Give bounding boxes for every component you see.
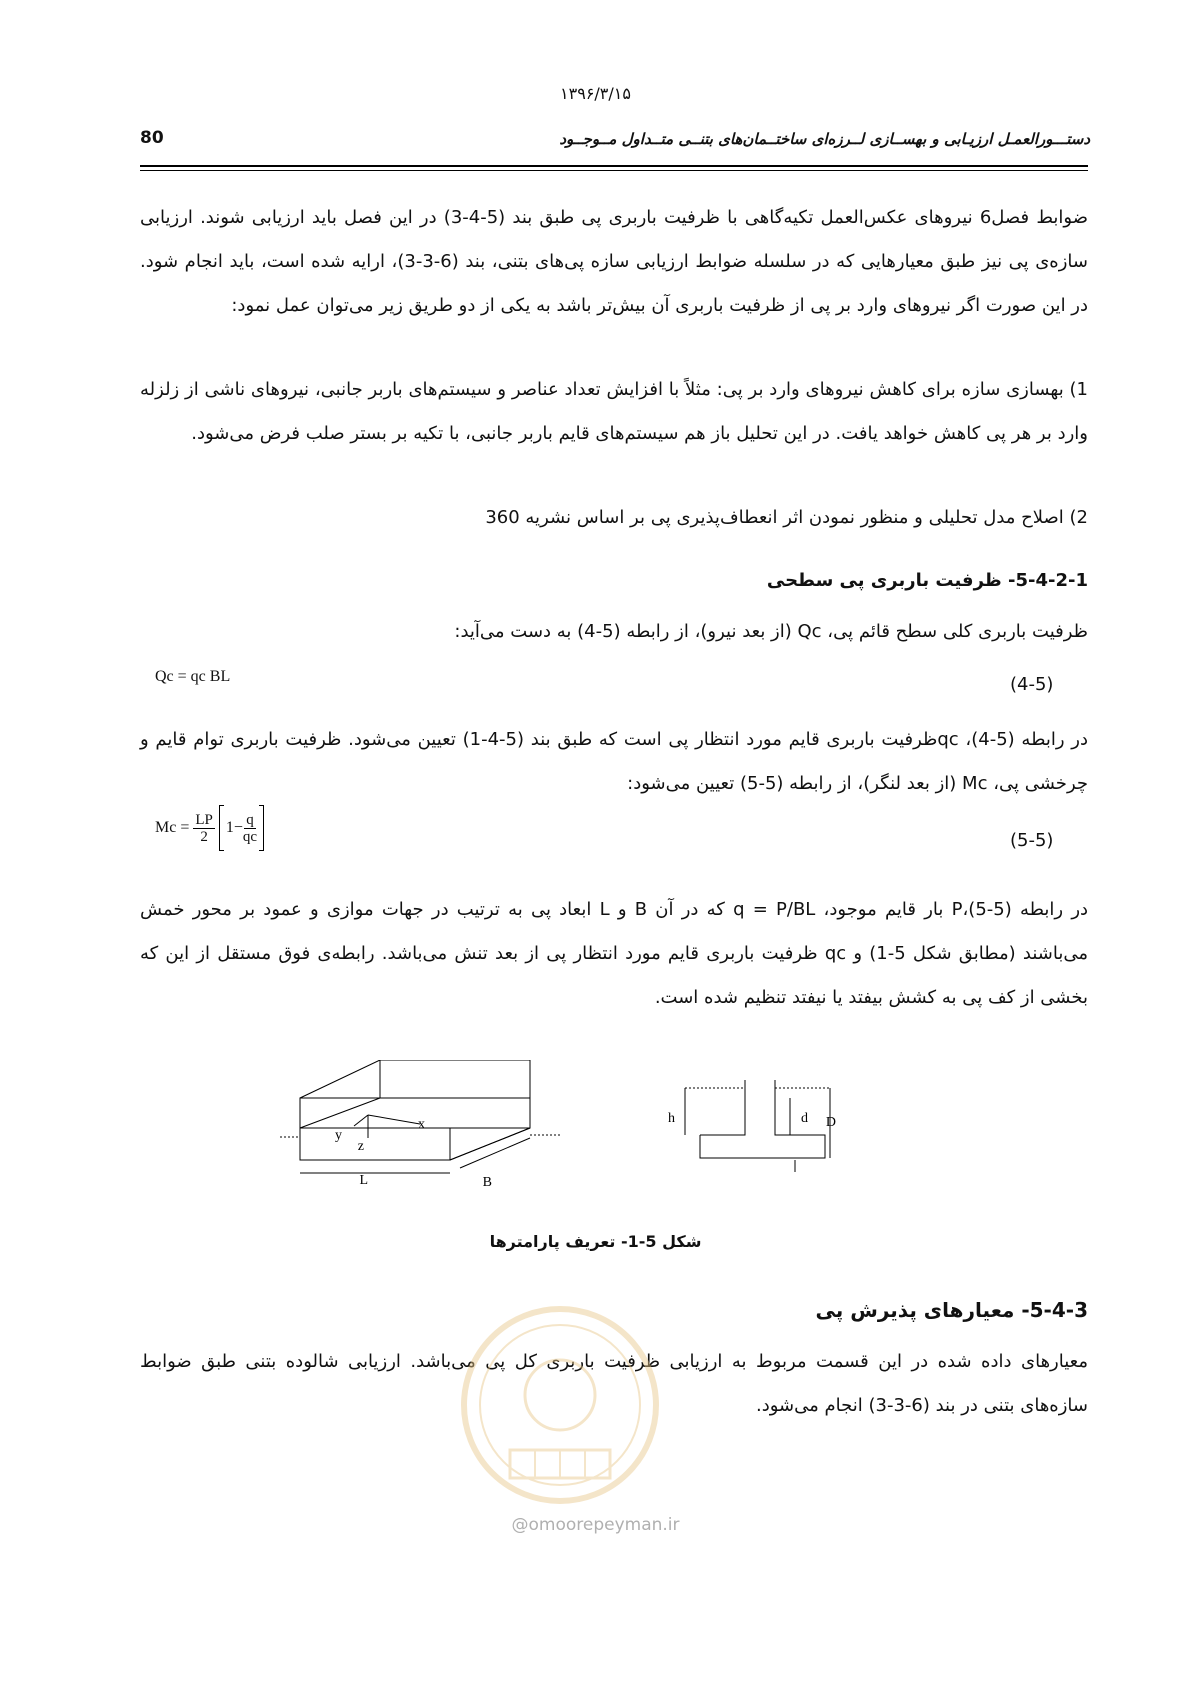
- paragraph-7: معیارهای داده شده در این قسمت مربوط به ارزیابی ظرفیت باربری کل پی می‌باشد. ارزیابی شالوده بتنی طبق ضوابط سازه‌های بتنی در بند (6-3-3) انجام می‌شود.: [140, 1351, 1088, 1416]
- fraction-inner-denominator: qc: [242, 828, 258, 845]
- formula-qc: Qc = qc BL: [155, 668, 231, 685]
- label-d: d: [801, 1111, 808, 1126]
- fraction-denominator: 2: [200, 828, 208, 845]
- page-header: [140, 128, 1090, 158]
- paragraph-1: ضوابط فصل6 نیروهای عکس‌العمل تکیه‌گاهی با ظرفیت باربری پی طبق بند (5-4-3) در این فصل باید ارزیابی شوند. ارزیابی سازه‌ی پی نیز طبق معیارهایی که در سلسله ضوابط ارزیابی سازه پی‌های بتنی، بند (6-3-3)، ارایه شده است، باید انجام شود. در این صورت اگر نیروهای وارد بر پی از ظرفیت باربری آن بیش‌تر باشد به یکی از دو طریق زیر می‌توان عمل نمود:: [140, 207, 1088, 316]
- equation-number-4-5: (4-5): [1010, 674, 1054, 695]
- label-B: B: [482, 1175, 492, 1190]
- formula-mc: [155, 806, 264, 850]
- figure-parameters: [280, 1060, 900, 1200]
- header-date: ۱۳۹۶/۳/۱۵: [560, 84, 631, 103]
- formula-mc-lhs: Mc =: [155, 819, 190, 836]
- footing-section-drawing: [685, 1080, 830, 1172]
- label-z: z: [357, 1139, 364, 1154]
- section-heading-acceptance-criteria: 5-4-3- معیارهای پذیرش پی: [815, 1298, 1088, 1322]
- label-L: L: [359, 1173, 368, 1188]
- paragraph-5: در رابطه (5-4)، qcظرفیت باربری قایم مورد انتظار پی است که طبق بند (5-4-1) تعیین می‌شود. ظرفیت باربری توام قایم و چرخشی پی، Mc (از بعد لنگر)، از رابطه (5-5) تعیین می‌شود:: [140, 729, 1088, 794]
- label-h: h: [668, 1111, 675, 1126]
- seal-logo: [455, 1300, 665, 1510]
- paragraph-6: در رابطه (5-5)،P بار قایم موجود، q = P/BL که در آن B و L ابعاد پی به ترتیب در جهات موازی و عمود بر محور خمش می‌باشند (مطابق شکل 5-1) و qc ظرفیت باربری قایم مورد انتظار پی از بعد تنش می‌باشد. رابطه‌ی فوق مستقل از این که بخشی از کف پی به کشش بیفتد یا نیفتد تنظیم شده است.: [140, 899, 1089, 1008]
- section-heading-bearing-capacity: 5-4-2-1- ظرفیت باربری پی سطحی: [766, 570, 1088, 591]
- label-y: y: [335, 1128, 342, 1143]
- header-rule: [140, 165, 1088, 167]
- header-rule-thin: [140, 170, 1088, 171]
- label-D: D: [825, 1115, 836, 1130]
- label-x: x: [418, 1117, 425, 1132]
- paragraph-3: 2) اصلاح مدل تحلیلی و منظور نمودن اثر انعطاف‌پذیری پی بر اساس نشریه 360: [485, 507, 1088, 528]
- fraction-numerator: LP: [195, 811, 213, 828]
- fraction-lp-over-2: [193, 812, 215, 845]
- fraction-inner-numerator: q: [246, 811, 254, 828]
- fraction-q-over-qc: [243, 812, 257, 845]
- figure-caption: شکل 5-1- تعریف پارامترها: [489, 1232, 702, 1251]
- running-title: دستـــورالعمـل ارزیـابی و بهســازی لــرزه‌ای ساختــمان‌های بتنــی متــداول مــوجــود: [559, 130, 1090, 148]
- page-number: 80: [140, 128, 164, 148]
- bracket-one-minus: 1−: [225, 819, 243, 836]
- watermark: @omoorepeyman.ir: [511, 1515, 680, 1535]
- equation-number-5-5: (5-5): [1010, 830, 1054, 851]
- paragraph-2: 1) بهسازی سازه برای کاهش نیروهای وارد بر پی: مثلاً با افزایش تعداد عناصر و سیستم‌های باربر جانبی، نیروهای ناشی از زلزله وارد بر هر پی کاهش خواهد یافت. در این تحلیل باز هم سیستم‌های قایم باربر جانبی، با تکیه بر بستر صلب فرض می‌شود.: [140, 379, 1088, 444]
- bracket-term: [219, 806, 264, 850]
- paragraph-4: ظرفیت باربری کلی سطح قائم پی، Qc (از بعد نیرو)، از رابطه (5-4) به دست می‌آید:: [454, 621, 1088, 642]
